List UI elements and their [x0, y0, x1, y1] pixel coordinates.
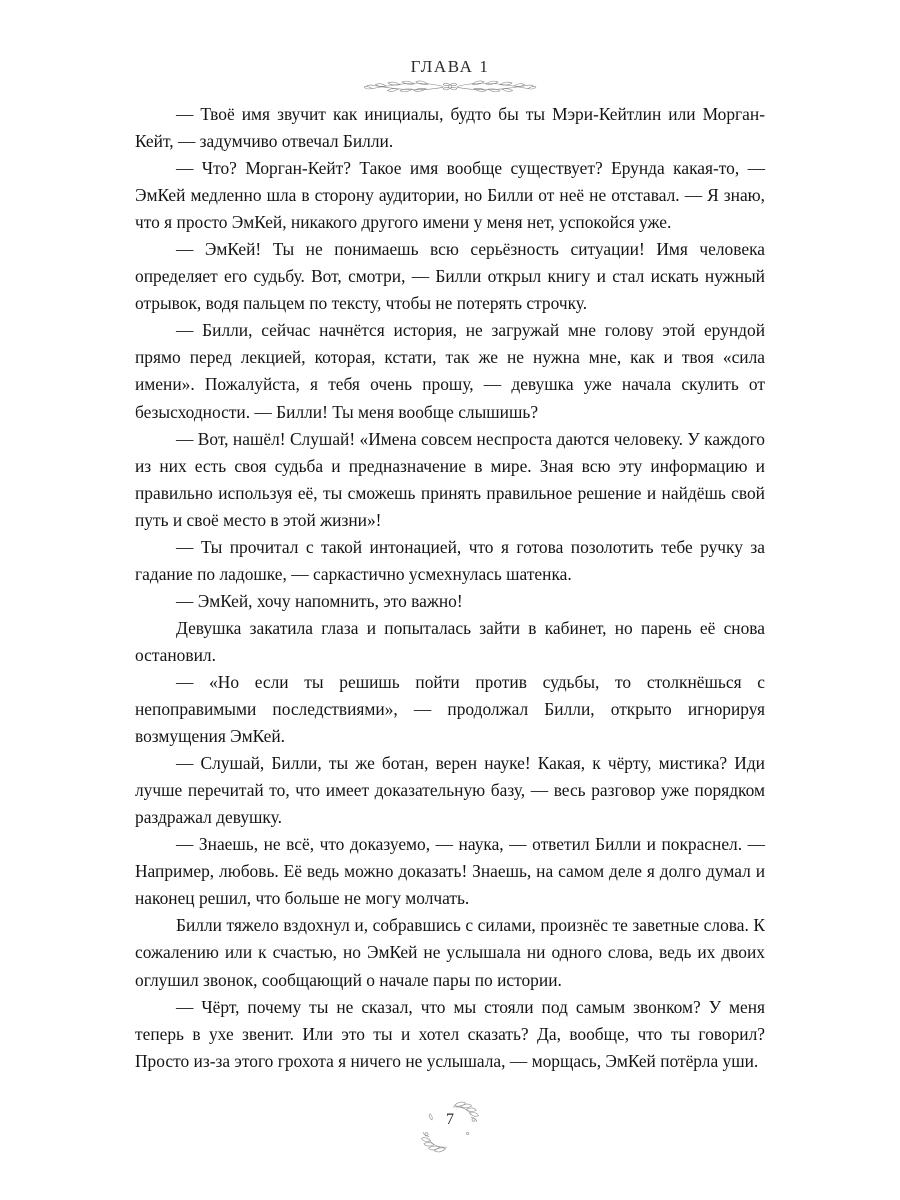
page-number-wreath [418, 1098, 482, 1156]
chapter-header [0, 58, 900, 96]
paragraph: — ЭмКей, хочу напомнить, это важно! [176, 590, 463, 611]
paragraph: — Вот, нашёл! Слушай! «Имена совсем неспроста даются человеку. У каждого из них есть своя судьба и предназначение в мире. Зная всю эту информацию и правильно используя её, ты сможешь принять правильное решение и найдёшь свой путь и своё место в этой жизни»! [135, 428, 765, 530]
paragraph: — Знаешь, не всё, что доказуемо, — наука, — ответил Билли и покраснел. — Например, любовь. Её ведь можно доказать! Знаешь, на самом деле я долго думал и наконец решил, что больше не могу молчать. [135, 834, 765, 909]
floral-flourish-divider-icon [350, 76, 550, 96]
paragraph: — Ты прочитал с такой интонацией, что я готова позолотить тебе ручку за гадание по ладошке, — саркастично усмехнулась шатенка. [135, 536, 765, 584]
paragraph: Билли тяжело вздохнул и, собравшись с силами, произнёс те заветные слова. К сожалению или к счастью, но ЭмКей не услышала ни одного слова, ведь их двоих оглушил звонок, сообщающий о начале пары по истории. [135, 915, 765, 990]
chapter-title: ГЛАВА 1 [410, 57, 490, 76]
chapter-body-text [135, 101, 765, 1075]
paragraph: — Слушай, Билли, ты же ботан, верен науке! Какая, к чёрту, мистика? Иди лучше перечитай то, что имеет доказательную базу, — весь разговор уже порядком раздражал девушку. [135, 753, 765, 828]
page-footer [0, 1098, 900, 1158]
paragraph: — Билли, сейчас начнётся история, не загружай мне голову этой ерундой прямо перед лекцией, которая, кстати, так же не нужна мне, как и твоя «сила имени». Пожалуйста, я тебя очень прошу, — девушка уже начала скулить от безысходности. — Билли! Ты меня вообще слышишь? [135, 320, 765, 422]
paragraph: — Твоё имя звучит как инициалы, будто бы ты Мэри-Кейтлин или Морган-Кейт, — задумчиво отвечал Билли. [135, 104, 765, 152]
paragraph: — Что? Морган-Кейт? Такое имя вообще существует? Ерунда какая-то, — ЭмКей медленно шла в сторону аудитории, но Билли от неё не отставал. — Я знаю, что я просто ЭмКей, никакого другого имени у меня нет, успокойся уже. [135, 158, 765, 233]
paragraph: — ЭмКей! Ты не понимаешь всю серьёзность ситуации! Имя человека определяет его судьбу. Вот, смотри, — Билли открыл книгу и стал искать нужный отрывок, водя пальцем по тексту, чтобы не потерять строчку. [135, 239, 765, 314]
paragraph: — «Но если ты решишь пойти против судьбы, то столкнёшься с непоправимыми последствиями», — продолжал Билли, открыто игнорируя возмущения ЭмКей. [135, 671, 765, 747]
page-number: 7 [446, 1111, 454, 1128]
paragraph: Девушка закатила глаза и попыталась зайти в кабинет, но парень её снова остановил. [135, 617, 765, 665]
paragraph: — Чёрт, почему ты не сказал, что мы стояли под самым звонком? У меня теперь в ухе звенит. Или это ты и хотел сказать? Да, вообще, что ты говорил? Просто из-за этого грохота я ничего не услышала, — морщась, ЭмКей потёрла уши. [135, 996, 765, 1071]
